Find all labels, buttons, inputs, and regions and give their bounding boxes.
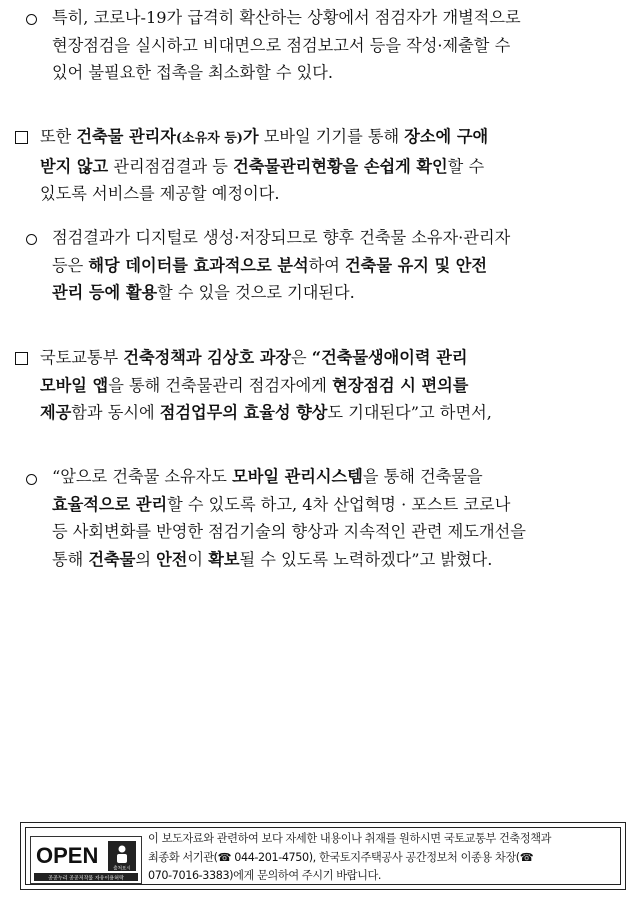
text-span: 을 통해 건축물을 bbox=[362, 467, 483, 486]
text-span: 국토교통부 bbox=[40, 348, 124, 367]
contact-info-text bbox=[148, 830, 626, 886]
bold-span: 현장점검 시 편의를 bbox=[332, 375, 469, 395]
bold-span: 모바일 앱 bbox=[40, 375, 109, 395]
bold-span: (소유자 등) bbox=[175, 131, 243, 146]
text-span: 관리점검결과 등 bbox=[108, 156, 234, 176]
text-line bbox=[40, 399, 622, 427]
text-span: 통해 bbox=[52, 549, 89, 569]
text-span: 함과 동시에 bbox=[71, 403, 160, 422]
text-span: 될 수 있도록 노력하겠다”고 밝혔다. bbox=[239, 549, 493, 569]
text-line bbox=[52, 463, 622, 491]
text-line: 특히, 코로나-19가 급격히 확산하는 상황에서 점검자가 개별적으로 bbox=[52, 8, 521, 27]
text-line bbox=[52, 279, 622, 307]
text-span: 이 bbox=[187, 549, 209, 569]
bold-span: 건축정책과 김상호 과장 bbox=[123, 348, 291, 367]
contact-line: 이 보도자료와 관련하여 보다 자세한 내용이나 취재를 원하시면 국토교통부 건축정책과 bbox=[148, 832, 552, 845]
text-line: 있도록 서비스를 제공할 예정이다. bbox=[40, 184, 280, 203]
square-bullet-icon bbox=[15, 352, 28, 365]
text-span: 또한 bbox=[40, 127, 77, 146]
contact-line: 최종화 서기관(☎ 044-201-4750), 한국토지주택공사 공간정보처 이종용 차장(☎ bbox=[148, 850, 534, 864]
logo-open-text: OPEN bbox=[36, 843, 99, 868]
bold-span: 모바일 관리시스템 bbox=[232, 467, 363, 486]
logo-badge-text: 출처표시 bbox=[113, 866, 131, 872]
contact-info-box bbox=[20, 822, 626, 890]
text-line bbox=[52, 252, 622, 280]
text-line bbox=[40, 153, 622, 181]
square-bullet-icon bbox=[15, 131, 28, 144]
text-line: 점검결과가 디지털로 생성·저장되므로 향후 건축물 소유자·관리자 bbox=[52, 228, 511, 247]
text-span: 을 통해 건축물관리 점검자에게 bbox=[108, 375, 333, 395]
text-line bbox=[40, 123, 622, 153]
bold-span: 받지 않고 bbox=[40, 156, 109, 176]
text-span: 할 수 bbox=[447, 156, 485, 176]
contact-line: 070-7016-3383)에게 문의하여 주시기 바랍니다. bbox=[148, 869, 382, 882]
bold-span: 건축물 관리자 bbox=[76, 127, 176, 146]
text-span: “앞으로 건축물 소유자도 bbox=[52, 467, 233, 486]
contact-info-inner-frame bbox=[25, 827, 621, 885]
bold-span: 가 bbox=[242, 127, 259, 146]
text-span: 의 bbox=[135, 549, 157, 569]
text-line: 있어 불필요한 접촉을 최소화할 수 있다. bbox=[52, 63, 334, 82]
paragraph-data-usage bbox=[52, 224, 622, 307]
paragraph-future-quote bbox=[52, 463, 622, 573]
text-line bbox=[40, 344, 622, 372]
bold-span: 안전 bbox=[156, 549, 188, 569]
bold-span: “건축물생애이력 관리 bbox=[311, 348, 468, 367]
bold-span: 건축물관리현황을 손쉽게 확인 bbox=[233, 156, 448, 176]
bold-span: 확보 bbox=[208, 549, 240, 569]
text-line bbox=[40, 372, 622, 400]
paragraph-director-quote bbox=[40, 344, 622, 427]
text-span: 할 수 있을 것으로 기대된다. bbox=[157, 283, 355, 302]
text-line bbox=[52, 546, 622, 574]
circle-bullet-icon bbox=[26, 234, 37, 245]
text-line: 등 사회변화를 반영한 점검기술의 향상과 지속적인 관련 제도개선을 bbox=[52, 522, 526, 541]
bold-span: 장소에 구애 bbox=[404, 127, 489, 146]
text-span: 할 수 있도록 하고, 4차 산업혁명 · 포스트 코로나 bbox=[167, 494, 511, 514]
bold-span: 건축물 bbox=[88, 549, 136, 569]
text-line bbox=[52, 491, 622, 519]
text-span: 은 bbox=[291, 348, 312, 367]
text-span: 모바일 기기를 통해 bbox=[258, 127, 405, 146]
bold-span: 효율적으로 관리 bbox=[52, 494, 168, 514]
bold-span: 관리 등에 활용 bbox=[52, 283, 158, 302]
circle-bullet-icon bbox=[26, 474, 37, 485]
bold-span: 건축물 유지 및 안전 bbox=[345, 255, 488, 275]
text-span: 도 기대된다”고 하면서, bbox=[327, 403, 492, 422]
paragraph-covid bbox=[52, 4, 622, 87]
kogl-open-license-logo bbox=[30, 836, 142, 884]
text-line: 현장점검을 실시하고 비대면으로 점검보고서 등을 작성·제출할 수 bbox=[52, 35, 511, 55]
text-span: 하여 bbox=[308, 255, 346, 275]
bold-span: 점검업무의 효율성 향상 bbox=[159, 403, 328, 422]
bold-span: 해당 데이터를 효과적으로 분석 bbox=[88, 255, 309, 275]
bold-span: 제공 bbox=[40, 403, 72, 422]
logo-caption-text: 공공누리 공공저작물 자유이용허락 bbox=[48, 875, 124, 882]
paragraph-owner-service bbox=[40, 123, 622, 208]
circle-bullet-icon bbox=[26, 14, 37, 25]
text-span: 등은 bbox=[52, 255, 89, 275]
